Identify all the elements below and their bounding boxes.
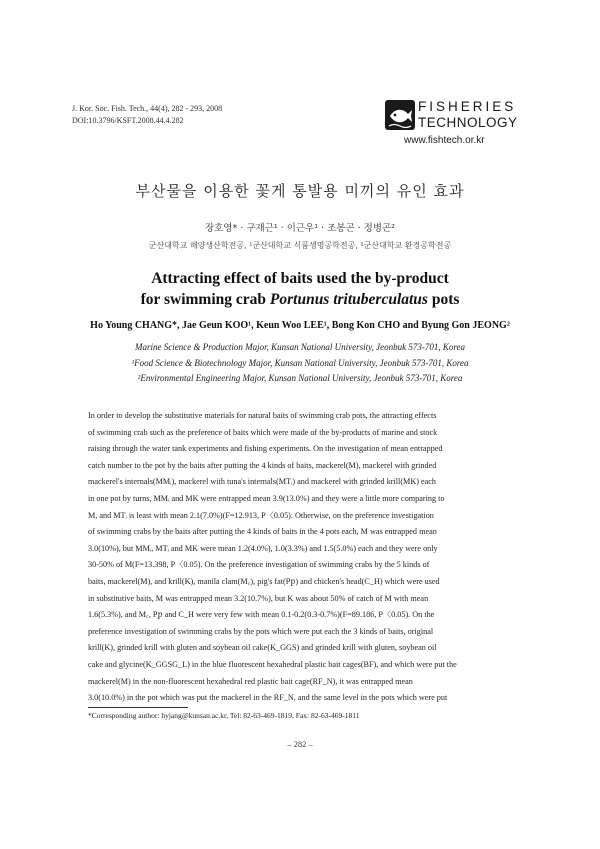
fish-logo-icon xyxy=(384,99,416,131)
abstract-line: mackerel(M) in the non-fluorescent hexahedral red plastic bait cage(RF_N), it was entrapped mean xyxy=(88,676,413,686)
footnote-divider xyxy=(88,707,188,708)
abstract-line: 1.6(5.3%), and M꜀, Pբ and C_H were very few with mean 0.1-0.2(0.3-0.7%)(F=89.186, P〈0.05). On the xyxy=(88,610,435,620)
abstract-line: catch number to the pot by the baits after putting the 4 kinds of baits, mackerel(M), mackerel with grinded xyxy=(88,460,437,470)
journal-url: www.fishtech.or.kr xyxy=(404,135,485,146)
logo-text-technology: TECHNOLOGY xyxy=(418,115,518,130)
journal-citation: J. Kor. Soc. Fish. Tech., 44(4), 282 - 293, 2008 xyxy=(72,104,223,113)
species-name: Portunus trituberculatus xyxy=(269,291,428,308)
abstract-line: baits, mackerel(M), and krill(K), manila clam(M꜀), pig's fat(Pբ) and chicken's head(C_H) which were used xyxy=(88,576,440,586)
affiliation-line: ²Environmental Engineering Major, Kunsan National University, Jeonbuk 573-701, Korea xyxy=(137,373,463,383)
english-title-line1: Attracting effect of baits used the by-product xyxy=(151,270,449,287)
abstract-line: mackerel's internals(MMᵢ), mackerel with tuna's internals(MTᵢ) and mackerel with grinded krill(MK) each xyxy=(88,477,437,487)
abstract-line: 30-50% of M(F=13.398, P〈0.05). On the preference investigation of swimming crabs by the 5 kinds of xyxy=(88,560,430,570)
english-authors: Ho Young CHANG*, Jae Geun KOO¹, Keun Woo LEE¹, Bong Kon CHO and Byung Gon JEONG² xyxy=(90,320,510,331)
english-affiliations xyxy=(0,340,600,387)
abstract-line: preference investigation of swimming crabs by the pots which were put each the 3 kinds of baits, original xyxy=(88,626,434,636)
english-title-line2 xyxy=(0,289,600,310)
abstract-line: in substitutive baits, M was entrapped mean 3.2(10.7%), but K was about 50% of catch of M with mean xyxy=(88,593,429,603)
title-suffix: pots xyxy=(427,291,460,308)
abstract-line: of swimming crab such as the preference of baits which were made of the by-products of marine and stock xyxy=(88,427,438,437)
abstract-line: M, and MTᵢ is least with mean 2.1(7.0%)(F=12.913, P〈0.05). Otherwise, on the preference investigation xyxy=(88,510,434,520)
logo-text-fisheries: FISHERIES xyxy=(418,99,517,114)
korean-affiliations: 군산대학교 해양생산학전공, ¹군산대학교 식품생명공학전공, ²군산대학교 환경공학전공 xyxy=(148,241,452,250)
page-number: – 282 – xyxy=(287,739,313,749)
abstract-line: In order to develop the substitutive materials for natural baits of swimming crab pots, the attracting effects xyxy=(88,411,437,420)
abstract-line: raising through the water tank experiments and fishing experiments. On the investigation of mean entrapped xyxy=(88,444,443,454)
abstract-line: krill(K), grinded krill with gluten and soybean oil cake(K_GGS) and grinded krill with gluten, soybean oil xyxy=(88,643,437,653)
english-title xyxy=(0,268,600,310)
corresponding-author-footnote: *Corresponding author: hyjang@kunsan.ac.kr, Tel: 82-63-469-1819, Fax: 82-63-469-1811 xyxy=(88,711,360,720)
abstract xyxy=(88,408,512,707)
abstract-line: in one pot by turns, MMᵢ and MK were entrapped mean 3.9(13.0%) and they were a little more comparing to xyxy=(88,493,445,503)
korean-authors: 장호영* · 구재근¹ · 이근우¹ · 조봉곤 · 정병곤² xyxy=(204,223,396,234)
korean-title: 부산물을 이용한 꽃게 통발용 미끼의 유인 효과 xyxy=(135,182,465,200)
citation-block xyxy=(72,103,222,127)
abstract-line: of swimming crabs by the baits after putting the 4 kinds of baits in the 4 pots each, M was entrapped mean xyxy=(88,527,437,537)
affiliation-line: ¹Food Science & Biotechnology Major, Kunsan National University, Jeonbuk 573-701, Korea xyxy=(131,357,469,368)
journal-logo xyxy=(384,97,516,155)
doi: DOI:10.3796/KSFT.2008.44.4.282 xyxy=(72,116,184,125)
abstract-line: cake and glycine(K_GGSG_L) in the blue fluorescent hexahedral plastic bait cages(BF), and which were put the xyxy=(88,659,457,669)
affiliation-line: Marine Science & Production Major, Kunsan National University, Jeonbuk 573-701, Korea xyxy=(134,342,466,352)
title-prefix: for swimming crab xyxy=(140,291,270,308)
abstract-line: 3.0(10%), but MMᵢ, MTᵢ and MK were mean 1.2(4.0%), 1.0(3.3%) and 1.5(5.0%) each and they were only xyxy=(88,543,438,553)
abstract-line: 3.0(10.0%) in the pot which was put the mackerel in the RF_N, and the same level in the pots which were put xyxy=(88,693,448,703)
